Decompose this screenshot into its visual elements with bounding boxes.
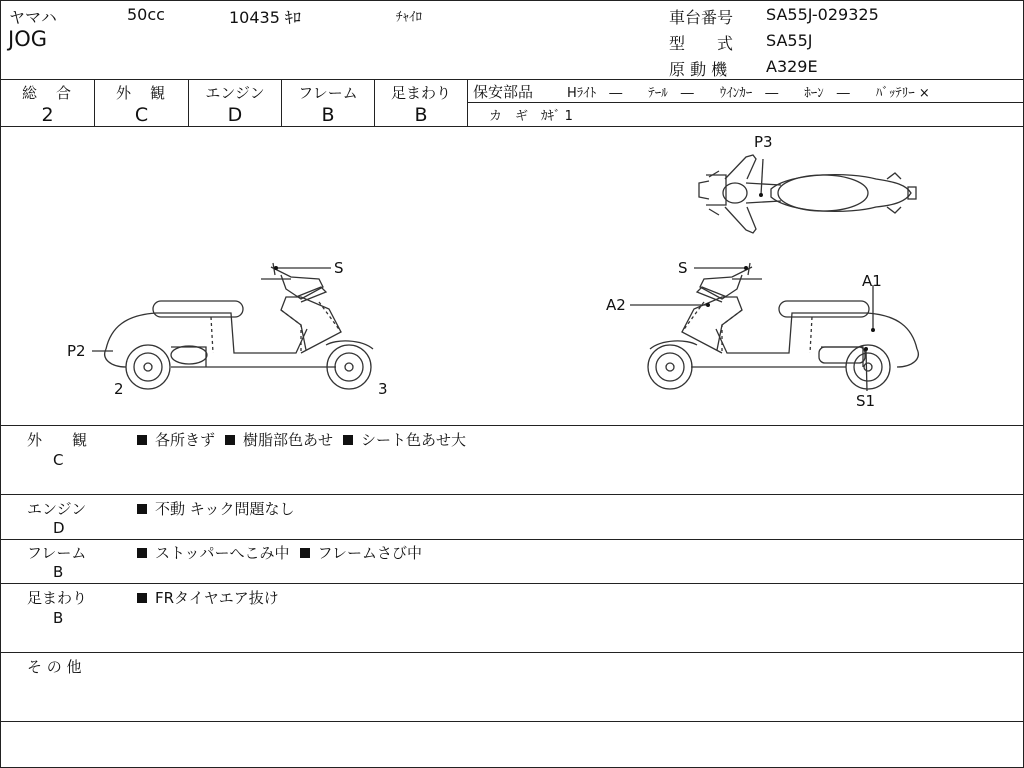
marker-s-right: S — [678, 259, 688, 277]
list-item: フレームさび中 — [300, 542, 422, 563]
grade-exterior-value: C — [134, 104, 149, 126]
bullet-square-icon — [137, 593, 147, 603]
maker: ヤマハ — [9, 8, 57, 27]
marker-3: 3 — [378, 380, 388, 398]
section-frame-items — [137, 542, 422, 563]
marker-dot — [706, 303, 710, 307]
grade-frame-value: B — [321, 104, 335, 126]
type-value: SA55J — [766, 31, 813, 50]
divider — [1, 79, 1023, 80]
section-frame-label: フレーム — [27, 544, 87, 562]
list-item: 不動 キック問題なし — [137, 498, 294, 519]
marker-dot — [759, 193, 763, 197]
marker-dot — [864, 347, 868, 351]
scooter-left-side — [105, 263, 373, 389]
scooter-top-view — [699, 155, 916, 233]
list-item: 樹脂部色あせ — [225, 429, 333, 450]
safety-parts: Hﾗｲﾄ ― ﾃｰﾙ ― ｳｲﾝｶｰ ― ﾎｰﾝ ― ﾊﾞｯﾃﾘｰ × — [567, 86, 930, 101]
mileage: 10435 ｷﾛ — [229, 8, 301, 27]
grade-overall — [1, 81, 94, 125]
displacement: 50cc — [127, 5, 165, 24]
grade-suspension-label: 足まわり — [390, 84, 451, 102]
marker-s-left: S — [334, 259, 344, 277]
bullet-square-icon — [137, 548, 147, 558]
frame-no-label: 車台番号 — [669, 8, 734, 27]
model-name: JOG — [8, 27, 47, 51]
start-status: ﾁｬｲﾛ — [396, 10, 422, 25]
marker-dot — [274, 266, 278, 270]
section-suspension-label: 足まわり — [27, 589, 88, 607]
section-exterior-label: 外 観 — [27, 431, 88, 449]
grade-frame-label: フレーム — [298, 84, 358, 102]
bullet-square-icon — [225, 435, 235, 445]
marker-a1: A1 — [862, 272, 882, 290]
list-item: シート色あせ大 — [343, 429, 466, 450]
marker-s1: S1 — [856, 392, 876, 410]
type-label: 型 式 — [669, 34, 734, 53]
section-exterior-grade: C — [53, 451, 64, 469]
bullet-square-icon — [137, 435, 147, 445]
safety-label: 保安部品 — [473, 83, 534, 101]
marker-leaders — [92, 159, 873, 391]
frame-no: SA55J-029325 — [766, 5, 879, 24]
section-engine-items — [137, 498, 294, 519]
grade-suspension-value: B — [414, 104, 428, 126]
marker-p2: P2 — [67, 342, 86, 360]
grade-engine-label: エンジン — [205, 84, 265, 102]
marker-a2: A2 — [606, 296, 626, 314]
grade-overall-label: 総 合 — [21, 84, 73, 102]
engine-value: A329E — [766, 57, 818, 76]
grade-frame — [282, 81, 374, 125]
bullet-square-icon — [300, 548, 310, 558]
scooter-diagram — [1, 127, 1023, 425]
bullet-square-icon — [137, 504, 147, 514]
marker-2: 2 — [114, 380, 124, 398]
section-suspension-grade: B — [53, 609, 64, 627]
marker-dot — [871, 328, 875, 332]
section-engine-grade: D — [53, 519, 65, 537]
grade-overall-value: 2 — [41, 104, 54, 126]
grade-engine-value: D — [227, 104, 243, 126]
section-engine-label: エンジン — [27, 500, 87, 518]
marker-p3: P3 — [754, 133, 773, 151]
engine-label: 原 動 機 — [669, 60, 728, 79]
bullet-square-icon — [343, 435, 353, 445]
list-item: 各所きず — [137, 429, 215, 450]
section-frame-grade: B — [53, 563, 64, 581]
grade-exterior — [95, 81, 188, 125]
key-info: カ ギ ｶｷﾞ 1 — [489, 109, 573, 124]
section-suspension-items — [137, 587, 279, 608]
marker-dot — [744, 266, 748, 270]
section-exterior-items — [137, 429, 466, 450]
grade-exterior-label: 外 観 — [115, 84, 167, 102]
grade-engine — [189, 81, 281, 125]
grade-suspension — [375, 81, 467, 125]
section-other-label: そ の 他 — [27, 658, 82, 676]
list-item: FRタイヤエア抜け — [137, 587, 279, 608]
list-item: ストッパーへこみ中 — [137, 542, 290, 563]
